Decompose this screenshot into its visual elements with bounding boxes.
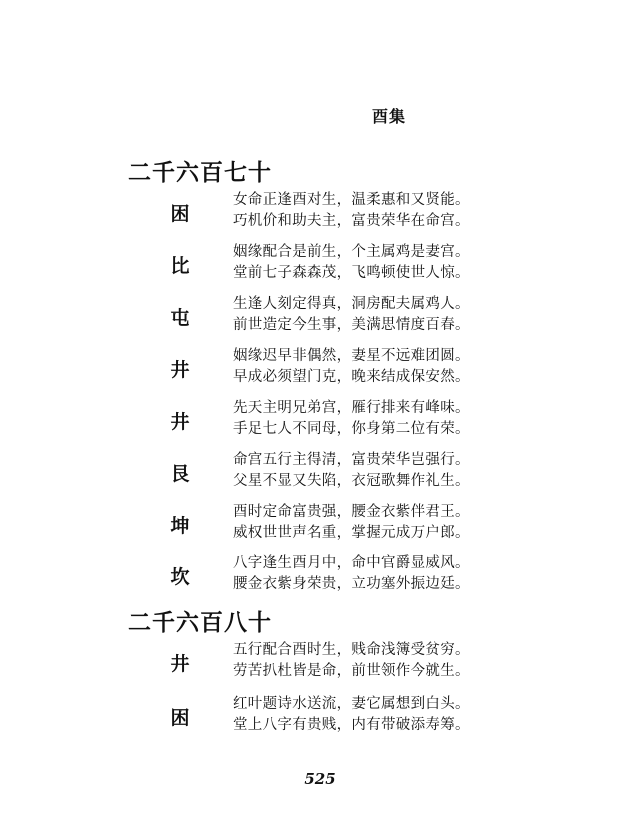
hexagram-name: 井 <box>170 358 190 381</box>
verse-line: 生逢人刻定得真，洞房配夫属鸡人。 <box>233 296 470 312</box>
verse-line: 手足七人不同母，你身第二位有荣。 <box>233 421 470 437</box>
entry <box>0 500 640 548</box>
verse-line: 八字逢生酉月中，命中官爵显威风。 <box>233 555 470 571</box>
running-head: 酉集 <box>372 107 407 126</box>
verse-line: 姻缘配合是前生，个主属鸡是妻宫。 <box>233 244 470 260</box>
entry <box>0 240 640 288</box>
verse-line: 堂前七子森森茂，飞鸣顿使世人惊。 <box>233 265 470 281</box>
hexagram-name: 坤 <box>170 514 190 537</box>
verse-line: 前世造定今生事，美满思情度百春。 <box>233 317 470 333</box>
entry <box>0 551 640 599</box>
verse-line: 威权世世声名重，掌握元成万户郎。 <box>233 525 470 541</box>
verse-line: 早成必须望门克，晚来结成保安然。 <box>233 369 470 385</box>
hexagram-name: 井 <box>170 652 190 675</box>
hexagram-name: 比 <box>170 254 190 277</box>
verse-line: 劳苦扒杜皆是命，前世领作今就生。 <box>233 663 470 679</box>
verse-line: 命宫五行主得清，富贵荣华岂强行。 <box>233 452 470 468</box>
verse-line: 父星不显又失陷，衣冠歌舞作礼生。 <box>233 473 470 489</box>
hexagram-name: 屯 <box>170 306 190 329</box>
hexagram-name: 困 <box>170 202 190 225</box>
hexagram-name: 井 <box>170 410 190 433</box>
entry <box>0 448 640 496</box>
verse-line: 堂上八字有贵贱，内有带破添寿筹。 <box>233 717 470 733</box>
hexagram-name: 艮 <box>170 462 190 485</box>
verse-line: 红叶题诗水送流，妻它属想到白头。 <box>233 696 470 712</box>
entry <box>0 638 640 686</box>
verse-line: 酉时定命富贵强，腰金衣紫伴君王。 <box>233 504 470 520</box>
entry <box>0 188 640 236</box>
entry <box>0 292 640 340</box>
verse-line: 女命正逢酉对生，温柔惠和又贤能。 <box>233 192 470 208</box>
entry <box>0 692 640 740</box>
page-number: 525 <box>304 770 336 788</box>
verse-line: 先天主明兄弟宫，雁行排来有峰味。 <box>233 400 470 416</box>
section-heading: 二千六百八十 <box>128 609 272 636</box>
verse-line: 姻缘迟早非偶然，妻星不远难团圆。 <box>233 348 470 364</box>
verse-line: 巧机价和助夫主，富贵荣华在命宫。 <box>233 213 470 229</box>
entry <box>0 396 640 444</box>
hexagram-name: 困 <box>170 706 190 729</box>
verse-line: 腰金衣紫身荣贵，立功塞外振边廷。 <box>233 576 470 592</box>
verse-line: 五行配合酉时生，贱命浅簿受贫穷。 <box>233 642 470 658</box>
entry <box>0 344 640 392</box>
hexagram-name: 坎 <box>170 565 190 588</box>
section-heading: 二千六百七十 <box>128 159 272 186</box>
